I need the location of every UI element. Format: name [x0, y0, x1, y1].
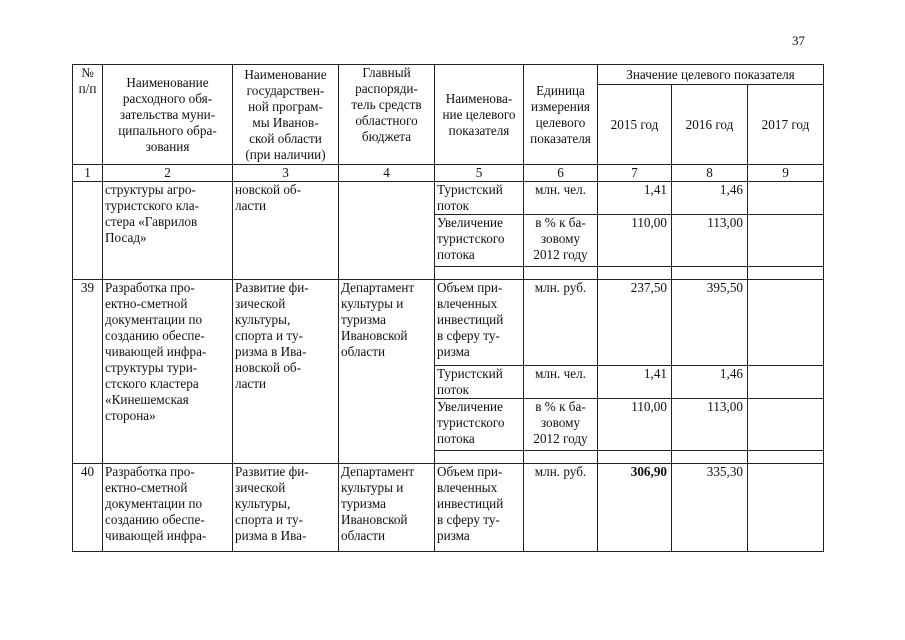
header-row-1: [73, 65, 824, 85]
value-2017: [748, 215, 824, 267]
unit-cell: млн. руб.: [524, 280, 598, 366]
colnum: 8: [672, 165, 748, 182]
colnum: 2: [103, 165, 233, 182]
unit-cell: млн. чел.: [524, 182, 598, 215]
header-2017: 2017 год: [748, 85, 824, 165]
indicator-cell: Увеличение туристского потока: [435, 399, 524, 451]
value-2015: 110,00: [598, 215, 672, 267]
unit-cell: в % к ба- зовому 2012 году: [524, 399, 598, 451]
value-2016: 335,30: [672, 464, 748, 552]
header-unit: Единица измерения целевого показателя: [524, 65, 598, 165]
value-2016: 1,46: [672, 366, 748, 399]
header-manager: Главный распоряди- тель средств областного бюджета: [339, 65, 435, 165]
row-manager: Департамент культуры и туризма Ивановской области: [339, 280, 435, 464]
indicator-cell: Объем при- влеченных инвестиций в сферу ту- ризма: [435, 464, 524, 552]
colnum: 3: [233, 165, 339, 182]
indicator-cell: Туристский поток: [435, 366, 524, 399]
value-2017: [748, 280, 824, 366]
colnum: 4: [339, 165, 435, 182]
indicator-cell: Объем при- влеченных инвестиций в сферу ту- ризма: [435, 280, 524, 366]
row-num: 39: [73, 280, 103, 464]
cont-num: [73, 182, 103, 280]
value-2015: 1,41: [598, 182, 672, 215]
colnum: 9: [748, 165, 824, 182]
value-2016: 1,46: [672, 182, 748, 215]
value-2015: 237,50: [598, 280, 672, 366]
header-2015: 2015 год: [598, 85, 672, 165]
value-2017: [748, 464, 824, 552]
row-program: Развитие фи- зической культуры, спорта и ту- ризма в Ива-: [233, 464, 339, 552]
colnum: 1: [73, 165, 103, 182]
cont-obligation: структуры агро- туристского кла- стера «Гаврилов Посад»: [103, 182, 233, 280]
header-indicator: Наименова- ние целевого показателя: [435, 65, 524, 165]
row-manager: Департамент культуры и туризма Ивановской области: [339, 464, 435, 552]
table-row: [73, 464, 824, 552]
value-2017: [748, 366, 824, 399]
value-2017: [748, 182, 824, 215]
row-num: 40: [73, 464, 103, 552]
header-program: Наименование государствен- ной програм- мы Иванов- ской области (при наличии): [233, 65, 339, 165]
value-2015: 306,90: [598, 464, 672, 552]
header-num: № п/п: [73, 65, 103, 165]
row-program: Развитие фи- зической культуры, спорта и ту- ризма в Ива- новской об- ласти: [233, 280, 339, 464]
row-obligation: Разработка про- ектно-сметной документации по созданию обеспе- чивающей инфра-: [103, 464, 233, 552]
colnum: 6: [524, 165, 598, 182]
colnum: 5: [435, 165, 524, 182]
cont-program: новской об- ласти: [233, 182, 339, 280]
colnum: 7: [598, 165, 672, 182]
value-2016: 113,00: [672, 399, 748, 451]
target-indicators-table: [72, 64, 824, 552]
table-row: [73, 182, 824, 215]
page-number: 37: [792, 33, 805, 48]
value-2015: 1,41: [598, 366, 672, 399]
header-obligation: Наименование расходного обя- зательства муни- ципального обра- зования: [103, 65, 233, 165]
cont-manager: [339, 182, 435, 280]
value-2017: [748, 399, 824, 451]
unit-cell: млн. чел.: [524, 366, 598, 399]
table-row: [73, 280, 824, 366]
value-2016: 395,50: [672, 280, 748, 366]
indicator-cell: Туристский поток: [435, 182, 524, 215]
column-numbers-row: [73, 165, 824, 182]
indicator-cell: Увеличение туристского потока: [435, 215, 524, 267]
header-2016: 2016 год: [672, 85, 748, 165]
value-2015: 110,00: [598, 399, 672, 451]
unit-cell: в % к ба- зовому 2012 году: [524, 215, 598, 267]
value-2016: 113,00: [672, 215, 748, 267]
row-obligation: Разработка про- ектно-сметной документации по созданию обеспе- чивающей инфра- структуры тури- стского кластера «Кинешемская сторона»: [103, 280, 233, 464]
unit-cell: млн. руб.: [524, 464, 598, 552]
header-value-group: Значение целевого показателя: [598, 65, 824, 85]
